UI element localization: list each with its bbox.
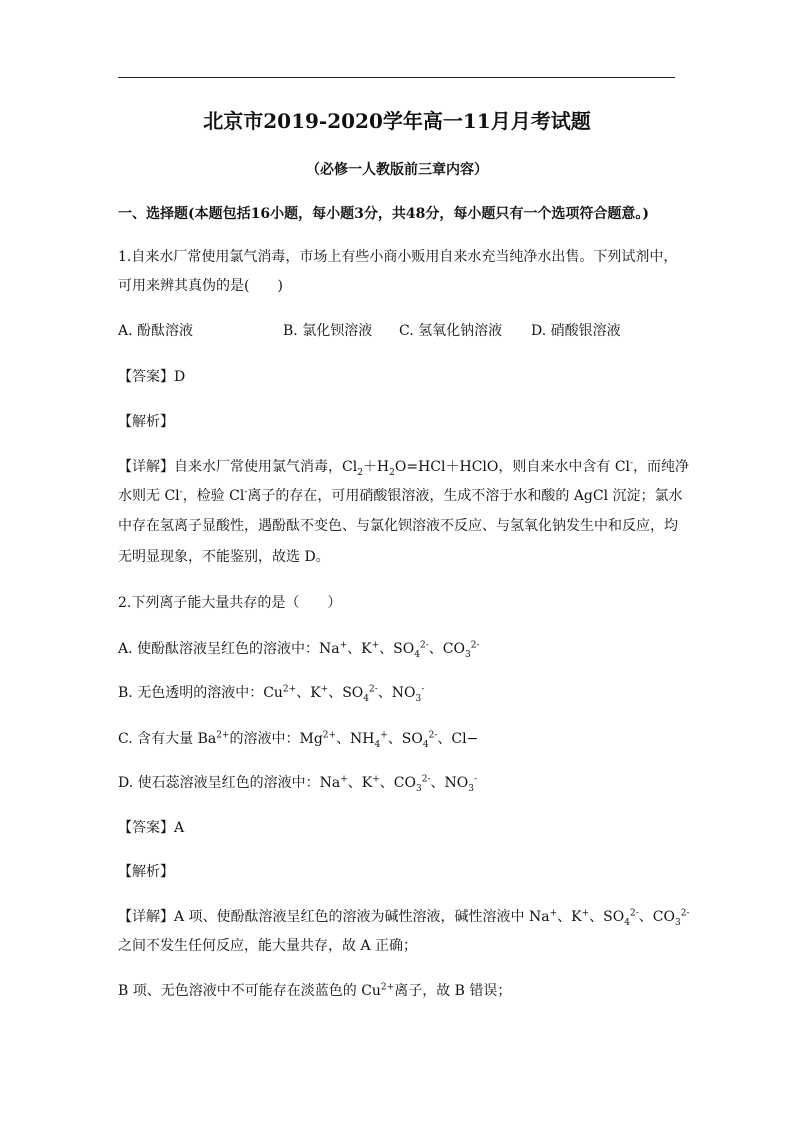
q2-option-a: A. 使酚酞溶液呈红色的溶液中：Na+、K+、$SO_4^{2-}$、$CO_3^{2-}$ (118, 640, 480, 660)
q1-stem-line2: 可用来辨其真伪的是( ) (118, 278, 283, 294)
q1-detail-line2: 水则无 Cl-，检验 Cl-离子的存在，可用硝酸银溶液，生成不溶于水和酸的 AgCl 沉淀；氯水 (118, 487, 683, 504)
page-subtitle: （必修一人教版前三章内容） (306, 162, 488, 178)
q2-stem: 2.下列离子能大量共存的是（ ） (118, 595, 342, 611)
q1-answer: 【答案】D (118, 369, 186, 385)
q1-option-d: D. 硝酸银溶液 (531, 323, 621, 339)
section-heading: 一、选择题(本题包括16小题，每小题3分，共48分，每小题只有一个选项符合题意。) (118, 206, 649, 222)
q1-detail-line1: 【详解】自来水厂常使用氯气消毒，$Cl_2+H_2O=HCl+HClO$，则自来水中含有 Cl-，而纯净 (118, 458, 690, 478)
q1-option-b: B. 氯化钡溶液 (283, 323, 373, 339)
q1-detail-line3: 中存在氢离子显酸性，遇酚酞不变色、与氯化钡溶液不反应、与氢氧化钠发生中和反应，均 (118, 518, 678, 534)
q1-stem-line1: 1.自来水厂常使用氯气消毒，市场上有些小商小贩用自来水充当纯净水出售。下列试剂中， (118, 249, 678, 265)
q2-detail-line1: 【详解】A 项、使酚酞溶液呈红色的溶液为碱性溶液，碱性溶液中 Na+、K+、$SO_4^{2-}$、$CO_3^{2-}$ (118, 908, 690, 928)
header-rule (118, 77, 675, 78)
q2-detail-line3: B 项、无色溶液中不可能存在淡蓝色的 $Cu^{2+}$离子，故 B 错误； (118, 982, 512, 999)
q2-option-d: D. 使石蕊溶液呈红色的溶液中：Na+、K+、$CO_3^{2-}$、$NO_3^-$ (118, 774, 478, 794)
q1-option-c: C. 氢氧化钠溶液 (399, 323, 503, 339)
q2-option-c: C. 含有大量 $Ba^{2+}$的溶液中：$Mg^{2+}$、$NH_4^+$、$SO_4^{2-}$、Cl− (118, 730, 479, 750)
q1-option-a: A. 酚酞溶液 (118, 323, 194, 339)
q2-answer: 【答案】A (118, 820, 185, 836)
page-title: 北京市2019-2020学年高一11月月考试题 (203, 109, 591, 133)
q2-analysis-label: 【解析】 (118, 864, 174, 880)
q1-analysis-label: 【解析】 (118, 414, 174, 430)
q1-detail-line4: 无明显现象，不能鉴别，故选 D。 (118, 549, 330, 565)
q2-option-b: B. 无色透明的溶液中：$Cu^{2+}$、K+、$SO_4^{2-}$、$NO_3^-$ (118, 684, 425, 704)
q2-detail-line2: 之间不发生任何反应，能大量共存，故 A 正确； (118, 938, 418, 954)
